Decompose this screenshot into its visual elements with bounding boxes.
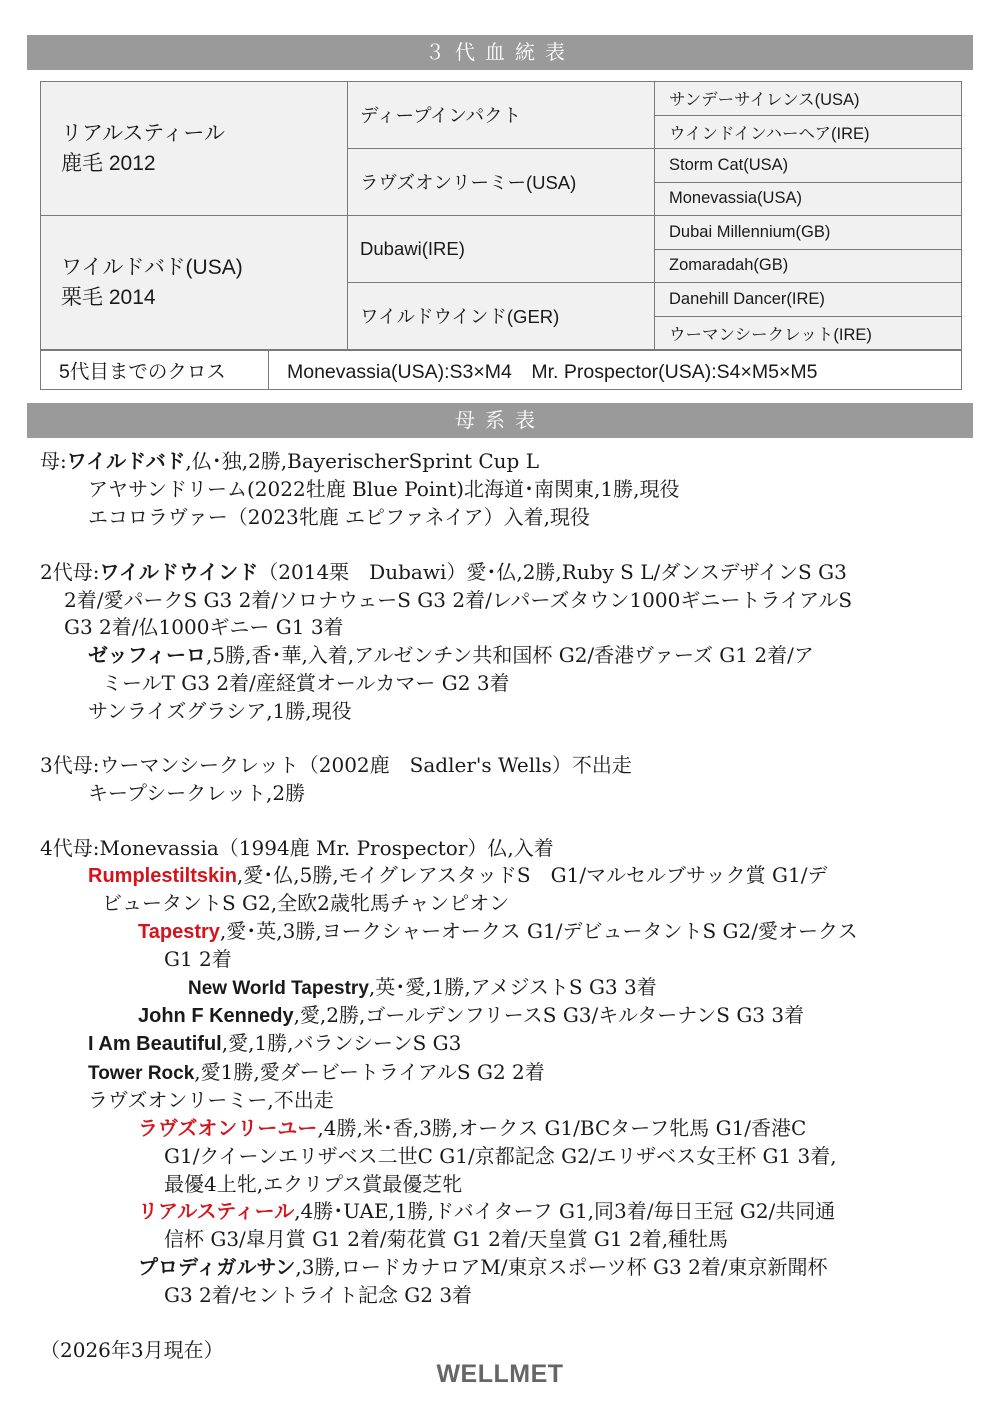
- dam-prefix: 母:: [40, 449, 67, 473]
- second-dam-record: （2014栗 Dubawi）愛･仏,2勝,Ruby S L/ダンスデザインS G3: [258, 559, 847, 584]
- offspring-line: [40, 1002, 970, 1030]
- offspring-line: ラヴズオンリーミー,不出走: [88, 1088, 334, 1113]
- offspring-line: [40, 642, 970, 670]
- grandparent-cell: ワイルドウインド(GER): [348, 283, 655, 350]
- new-world-tapestry-record: ,英･愛,1勝,アメジストS G3 3着: [368, 974, 657, 999]
- john-f-kennedy-record: ,愛,2勝,ゴールデンフリースS G3/キルターナンS G3 3着: [293, 1003, 805, 1028]
- record-continuation: G1/クイーンエリザベス二世C G1/京都記念 G2/エリザベス女王杯 G1 3着,: [164, 1144, 837, 1169]
- great-grandparent-cell: Monevassia(USA): [655, 182, 962, 216]
- zeffiro-record: ,5勝,香･華,入着,アルゼンチン共和国杯 G2/香港ヴァーズ G1 2着/ア: [206, 642, 814, 667]
- cross-value: Monevassia(USA):S3×M4 Mr. Prospector(USA):S4×M5×M5: [269, 351, 962, 390]
- offspring-line: [40, 1198, 970, 1226]
- second-dam-name: ワイルドウインド: [99, 561, 259, 584]
- offspring-line: [40, 1030, 970, 1058]
- record-continuation: ミールT G3 2着/産経賞オールカマー G2 3着: [102, 671, 510, 696]
- grandparent-cell: Dubawi(IRE): [348, 216, 655, 283]
- pedigree-header: ３代血統表: [27, 35, 973, 70]
- pedigree-table: [40, 81, 962, 350]
- real-steel-name: リアルスティール: [138, 1200, 295, 1223]
- tower-rock-record: ,愛1勝,愛ダービートライアルS G2 2着: [194, 1059, 545, 1084]
- offspring-line: エコロラヴァー（2023牝鹿 エピファネイア）入着,現役: [88, 504, 591, 529]
- third-dam-line: 3代母:ウーマンシークレット（2002鹿 Sadler's Wells）不出走: [40, 753, 632, 778]
- offspring-line: [40, 1254, 970, 1282]
- record-continuation: 2着/愛パークS G3 2着/ソロナウェーS G3 2着/レパーズタウン1000ギニートライアルS: [64, 588, 853, 613]
- family-table: [40, 448, 970, 1364]
- record-continuation: G1 2着: [164, 947, 232, 972]
- tower-rock-name: Tower Rock: [88, 1062, 195, 1084]
- wellmet-logo: WELLMET: [436, 1360, 564, 1388]
- new-world-tapestry-name: New World Tapestry: [188, 977, 369, 999]
- offspring-line: キープシークレット,2勝: [88, 780, 306, 805]
- rumplestiltskin-name: Rumplestiltskin: [88, 865, 237, 888]
- family-header: 母系表: [27, 403, 973, 438]
- dam-line: [40, 448, 970, 476]
- prodigal-son-name: プロディガルサン: [138, 1256, 296, 1279]
- great-grandparent-cell: Dubai Millennium(GB): [655, 216, 962, 250]
- offspring-line: [40, 918, 970, 946]
- great-grandparent-cell: Danehill Dancer(IRE): [655, 283, 962, 317]
- sire-info: 鹿毛 2012: [61, 151, 156, 175]
- great-grandparent-cell: Storm Cat(USA): [655, 149, 962, 183]
- great-grandparent-cell: サンデーサイレンス(USA): [655, 82, 962, 116]
- offspring-line: [40, 1115, 970, 1143]
- zeffiro-name: ゼッフィーロ: [88, 644, 206, 667]
- dam-record: ,仏･独,2勝,BayerischerSprint Cup L: [185, 449, 539, 473]
- rumplestiltskin-record: ,愛･仏,5勝,モイグレアスタッドS G1/マルセルブサック賞 G1/デ: [236, 863, 828, 888]
- inbreeding-cross-table: [40, 350, 962, 390]
- loves-only-you-name: ラヴズオンリーユー: [138, 1117, 318, 1140]
- offspring-line: [40, 1059, 970, 1087]
- date-note: （2026年3月現在）: [40, 1337, 224, 1362]
- tapestry-name: Tapestry: [138, 920, 220, 943]
- dam-cell: [41, 216, 348, 350]
- offspring-line: アヤサンドリーム(2022牡鹿 Blue Point)北海道･南関東,1勝,現役: [88, 477, 680, 502]
- dam-name: ワイルドバド(USA): [61, 255, 243, 279]
- grandparent-cell: ラヴズオンリーミー(USA): [348, 149, 655, 216]
- dam-info: 栗毛 2014: [61, 285, 156, 309]
- prodigal-son-record: ,3勝,ロードカナロアM/東京スポーツ杯 G3 2着/東京新聞杯: [295, 1254, 828, 1279]
- cross-label: 5代目までのクロス: [41, 351, 269, 390]
- offspring-line: [40, 862, 970, 890]
- tapestry-record: ,愛･英,3勝,ヨークシャーオークス G1/デビュータントS G2/愛オークス: [219, 918, 858, 943]
- record-continuation: ビュータントS G2,全欧2歳牝馬チャンピオン: [102, 891, 510, 916]
- great-grandparent-cell: ウーマンシークレット(IRE): [655, 316, 962, 350]
- sire-cell: [41, 82, 348, 216]
- record-continuation: 信杯 G3/皐月賞 G1 2着/菊花賞 G1 2着/天皇賞 G1 2着,種牡馬: [164, 1227, 729, 1252]
- offspring-line: サンライズグラシア,1勝,現役: [88, 698, 352, 723]
- loves-only-you-record: ,4勝,米･香,3勝,オークス G1/BCターフ牝馬 G1/香港C: [317, 1115, 807, 1140]
- offspring-line: [40, 974, 970, 1002]
- real-steel-record: ,4勝･UAE,1勝,ドバイターフ G1,同3着/毎日王冠 G2/共同通: [294, 1198, 836, 1223]
- great-grandparent-cell: Zomaradah(GB): [655, 249, 962, 283]
- record-continuation: G3 2着/セントライト記念 G2 3着: [164, 1283, 473, 1308]
- dam-horse-name: ワイルドバド: [66, 451, 186, 473]
- john-f-kennedy-name: John F Kennedy: [138, 1005, 294, 1028]
- record-continuation: G3 2着/仏1000ギニー G1 3着: [64, 615, 344, 640]
- i-am-beautiful-name: I Am Beautiful: [88, 1033, 222, 1056]
- i-am-beautiful-record: ,愛,1勝,バランシーンS G3: [221, 1031, 462, 1056]
- second-dam-line: [40, 559, 970, 587]
- fourth-dam-line: 4代母:Monevassia（1994鹿 Mr. Prospector）仏,入着: [40, 835, 554, 860]
- grandparent-cell: ディープインパクト: [348, 82, 655, 149]
- great-grandparent-cell: ウインドインハーヘア(IRE): [655, 115, 962, 149]
- record-continuation: 最優4上牝,エクリプス賞最優芝牝: [164, 1171, 463, 1196]
- sire-name: リアルスティール: [61, 121, 226, 145]
- second-dam-prefix: 2代母:: [40, 559, 100, 584]
